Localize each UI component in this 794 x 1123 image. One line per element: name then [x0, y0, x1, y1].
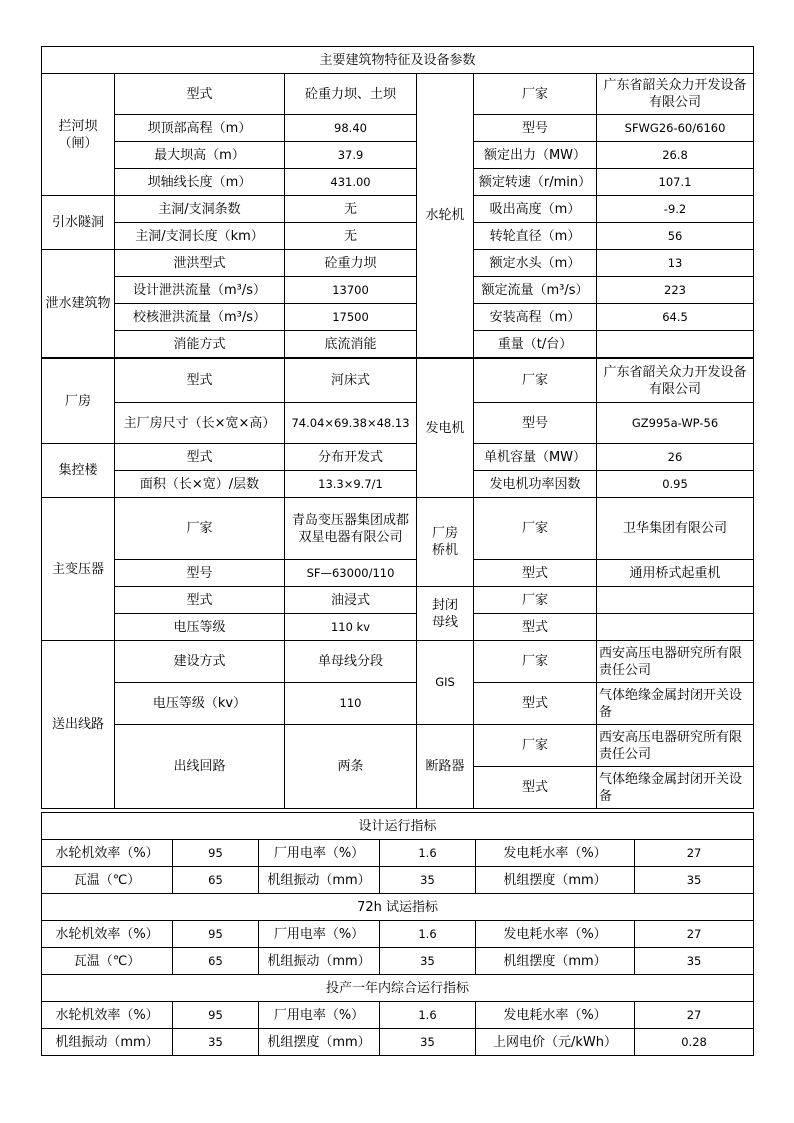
trial-r2-value-2: 35 [380, 948, 476, 975]
control-type: 分布开发式 [285, 444, 417, 471]
trial-r2-label-3: 机组摆度（mm） [476, 948, 635, 975]
trial-r2-label-1: 瓦温（℃） [42, 948, 173, 975]
powerhouse-group: 厂房 [42, 359, 115, 444]
generator-model-label: 型号 [474, 403, 597, 444]
spillway-type: 砼重力坝 [285, 250, 417, 277]
gis-maker-label: 厂家 [474, 641, 597, 683]
design-r1-value-1: 95 [173, 840, 259, 867]
turbine-model: SFWG26-60/6160 [597, 115, 754, 142]
turbine-output-label: 额定出力（MW） [474, 142, 597, 169]
crane-type: 通用桥式起重机 [597, 560, 754, 587]
spillway-energy: 底流消能 [285, 331, 417, 358]
generator-maker-label: 厂家 [474, 359, 597, 403]
crane-maker: 卫华集团有限公司 [597, 498, 754, 560]
busbar-type-label: 型式 [474, 614, 597, 641]
tunnel-length: 无 [285, 223, 417, 250]
breaker-type-label: 型式 [474, 767, 597, 809]
trial-title: 72h 试运指标 [42, 894, 754, 921]
control-area: 13.3×9.7/1 [285, 471, 417, 498]
equipment-parameters-table-lower [41, 358, 754, 809]
design-title: 设计运行指标 [42, 813, 754, 840]
turbine-runner-label: 转轮直径（m） [474, 223, 597, 250]
turbine-model-label: 型号 [474, 115, 597, 142]
design-r2-label-2: 机组振动（mm） [259, 867, 380, 894]
gis-type-label: 型式 [474, 683, 597, 725]
busbar-maker [597, 587, 754, 614]
dam-type-label: 型式 [115, 74, 285, 115]
design-r1-value-3: 27 [635, 840, 754, 867]
tunnel-group: 引水隧洞 [42, 196, 115, 250]
turbine-group: 水轮机 [417, 74, 474, 358]
turbine-output: 26.8 [597, 142, 754, 169]
transformer-maker-label: 厂家 [115, 498, 285, 560]
breaker-maker-label: 厂家 [474, 725, 597, 767]
crane-type-label: 型式 [474, 560, 597, 587]
year-r2-label-1: 机组振动（mm） [42, 1029, 173, 1056]
line-group: 送出线路 [42, 641, 115, 809]
dam-axis-label: 坝轴线长度（m） [115, 169, 285, 196]
year-r2-value-1: 35 [173, 1029, 259, 1056]
transformer-model-label: 型号 [115, 560, 285, 587]
generator-model: GZ995a-WP-56 [597, 403, 754, 444]
turbine-maker: 广东省韶关众力开发设备有限公司 [597, 74, 754, 115]
powerhouse-type-label: 型式 [115, 359, 285, 403]
design-r1-label-1: 水轮机效率（%） [42, 840, 173, 867]
transformer-maker: 青岛变压器集团成都双星电器有限公司 [285, 498, 417, 560]
design-r2-value-2: 35 [380, 867, 476, 894]
generator-capacity-label: 单机容量（MW） [474, 444, 597, 471]
transformer-voltage: 110 kv [285, 614, 417, 641]
year-r2-value-3: 0.28 [635, 1029, 754, 1056]
trial-r2-label-2: 机组振动（mm） [259, 948, 380, 975]
design-r2-label-1: 瓦温（℃） [42, 867, 173, 894]
year-r1-value-3: 27 [635, 1002, 754, 1029]
design-r2-value-1: 65 [173, 867, 259, 894]
line-loops: 两条 [285, 725, 417, 809]
year-r2-value-2: 35 [380, 1029, 476, 1056]
turbine-head: 13 [597, 250, 754, 277]
generator-pf: 0.95 [597, 471, 754, 498]
turbine-flow: 223 [597, 277, 754, 304]
transformer-voltage-label: 电压等级 [115, 614, 285, 641]
trial-r1-label-3: 发电耗水率（%） [476, 921, 635, 948]
generator-maker: 广东省韶关众力开发设备有限公司 [597, 359, 754, 403]
gis-maker: 西安高压电器研究所有限责任公司 [597, 641, 754, 683]
year-title: 投产一年内综合运行指标 [42, 975, 754, 1002]
year-r1-label-1: 水轮机效率（%） [42, 1002, 173, 1029]
turbine-suction: -9.2 [597, 196, 754, 223]
line-loops-label: 出线回路 [115, 725, 285, 809]
trial-r1-value-3: 27 [635, 921, 754, 948]
spillway-group: 泄水建筑物 [42, 250, 115, 358]
line-voltage-label: 电压等级（kv） [115, 683, 285, 725]
year-r2-label-2: 机组摆度（mm） [259, 1029, 380, 1056]
powerhouse-type: 河床式 [285, 359, 417, 403]
control-type-label: 型式 [115, 444, 285, 471]
breaker-type: 气体绝缘金属封闭开关设备 [597, 767, 754, 809]
transformer-group: 主变压器 [42, 498, 115, 641]
dam-crest: 98.40 [285, 115, 417, 142]
busbar-type [597, 614, 754, 641]
line-voltage: 110 [285, 683, 417, 725]
gis-group: GIS [417, 641, 474, 725]
dam-axis: 431.00 [285, 169, 417, 196]
control-area-label: 面积（长×宽）/层数 [115, 471, 285, 498]
turbine-speed-label: 额定转速（r/min） [474, 169, 597, 196]
trial-r2-value-1: 65 [173, 948, 259, 975]
busbar-maker-label: 厂家 [474, 587, 597, 614]
powerhouse-size-label: 主厂房尺寸（长×宽×高） [115, 403, 285, 444]
year-r1-label-2: 厂用电率（%） [259, 1002, 380, 1029]
spillway-check: 17500 [285, 304, 417, 331]
turbine-maker-label: 厂家 [474, 74, 597, 115]
crane-maker-label: 厂家 [474, 498, 597, 560]
dam-type: 砼重力坝、土坝 [285, 74, 417, 115]
spillway-design-label: 设计泄洪流量（m³/s） [115, 277, 285, 304]
dam-height: 37.9 [285, 142, 417, 169]
crane-group: 厂房桥机 [417, 498, 474, 587]
spillway-energy-label: 消能方式 [115, 331, 285, 358]
turbine-head-label: 额定水头（m） [474, 250, 597, 277]
dam-group: 拦河坝（闸） [42, 74, 115, 196]
equipment-parameters-table [41, 46, 754, 358]
design-r1-label-3: 发电耗水率（%） [476, 840, 635, 867]
turbine-elev-label: 安装高程（m） [474, 304, 597, 331]
trial-r1-value-1: 95 [173, 921, 259, 948]
line-build: 单母线分段 [285, 641, 417, 683]
turbine-runner: 56 [597, 223, 754, 250]
turbine-suction-label: 吸出高度（m） [474, 196, 597, 223]
operation-indicators-table [41, 812, 754, 1056]
design-r2-value-3: 35 [635, 867, 754, 894]
trial-r1-label-2: 厂用电率（%） [259, 921, 380, 948]
trial-r1-value-2: 1.6 [380, 921, 476, 948]
tunnel-count-label: 主洞/支洞条数 [115, 196, 285, 223]
dam-crest-label: 坝顶部高程（m） [115, 115, 285, 142]
design-r1-label-2: 厂用电率（%） [259, 840, 380, 867]
year-r1-label-3: 发电耗水率（%） [476, 1002, 635, 1029]
tunnel-length-label: 主洞/支洞长度（km） [115, 223, 285, 250]
control-group: 集控楼 [42, 444, 115, 498]
design-r2-label-3: 机组摆度（mm） [476, 867, 635, 894]
trial-r1-label-1: 水轮机效率（%） [42, 921, 173, 948]
turbine-flow-label: 额定流量（m³/s） [474, 277, 597, 304]
busbar-group: 封闭母线 [417, 587, 474, 641]
transformer-model: SF—63000/110 [285, 560, 417, 587]
breaker-maker: 西安高压电器研究所有限责任公司 [597, 725, 754, 767]
turbine-weight [597, 331, 754, 358]
spillway-type-label: 泄洪型式 [115, 250, 285, 277]
design-r1-value-2: 1.6 [380, 840, 476, 867]
turbine-elev: 64.5 [597, 304, 754, 331]
year-r1-value-2: 1.6 [380, 1002, 476, 1029]
transformer-type: 油浸式 [285, 587, 417, 614]
turbine-speed: 107.1 [597, 169, 754, 196]
powerhouse-size: 74.04×69.38×48.13 [285, 403, 417, 444]
year-r1-value-1: 95 [173, 1002, 259, 1029]
generator-pf-label: 发电机功率因数 [474, 471, 597, 498]
generator-capacity: 26 [597, 444, 754, 471]
table-title: 主要建筑物特征及设备参数 [42, 47, 754, 74]
dam-height-label: 最大坝高（m） [115, 142, 285, 169]
gis-type: 气体绝缘金属封闭开关设备 [597, 683, 754, 725]
spillway-design: 13700 [285, 277, 417, 304]
turbine-weight-label: 重量（t/台） [474, 331, 597, 358]
spillway-check-label: 校核泄洪流量（m³/s） [115, 304, 285, 331]
generator-group: 发电机 [417, 359, 474, 498]
tunnel-count: 无 [285, 196, 417, 223]
breaker-group: 断路器 [417, 725, 474, 809]
transformer-type-label: 型式 [115, 587, 285, 614]
line-build-label: 建设方式 [115, 641, 285, 683]
trial-r2-value-3: 35 [635, 948, 754, 975]
year-r2-label-3: 上网电价（元/kWh） [476, 1029, 635, 1056]
